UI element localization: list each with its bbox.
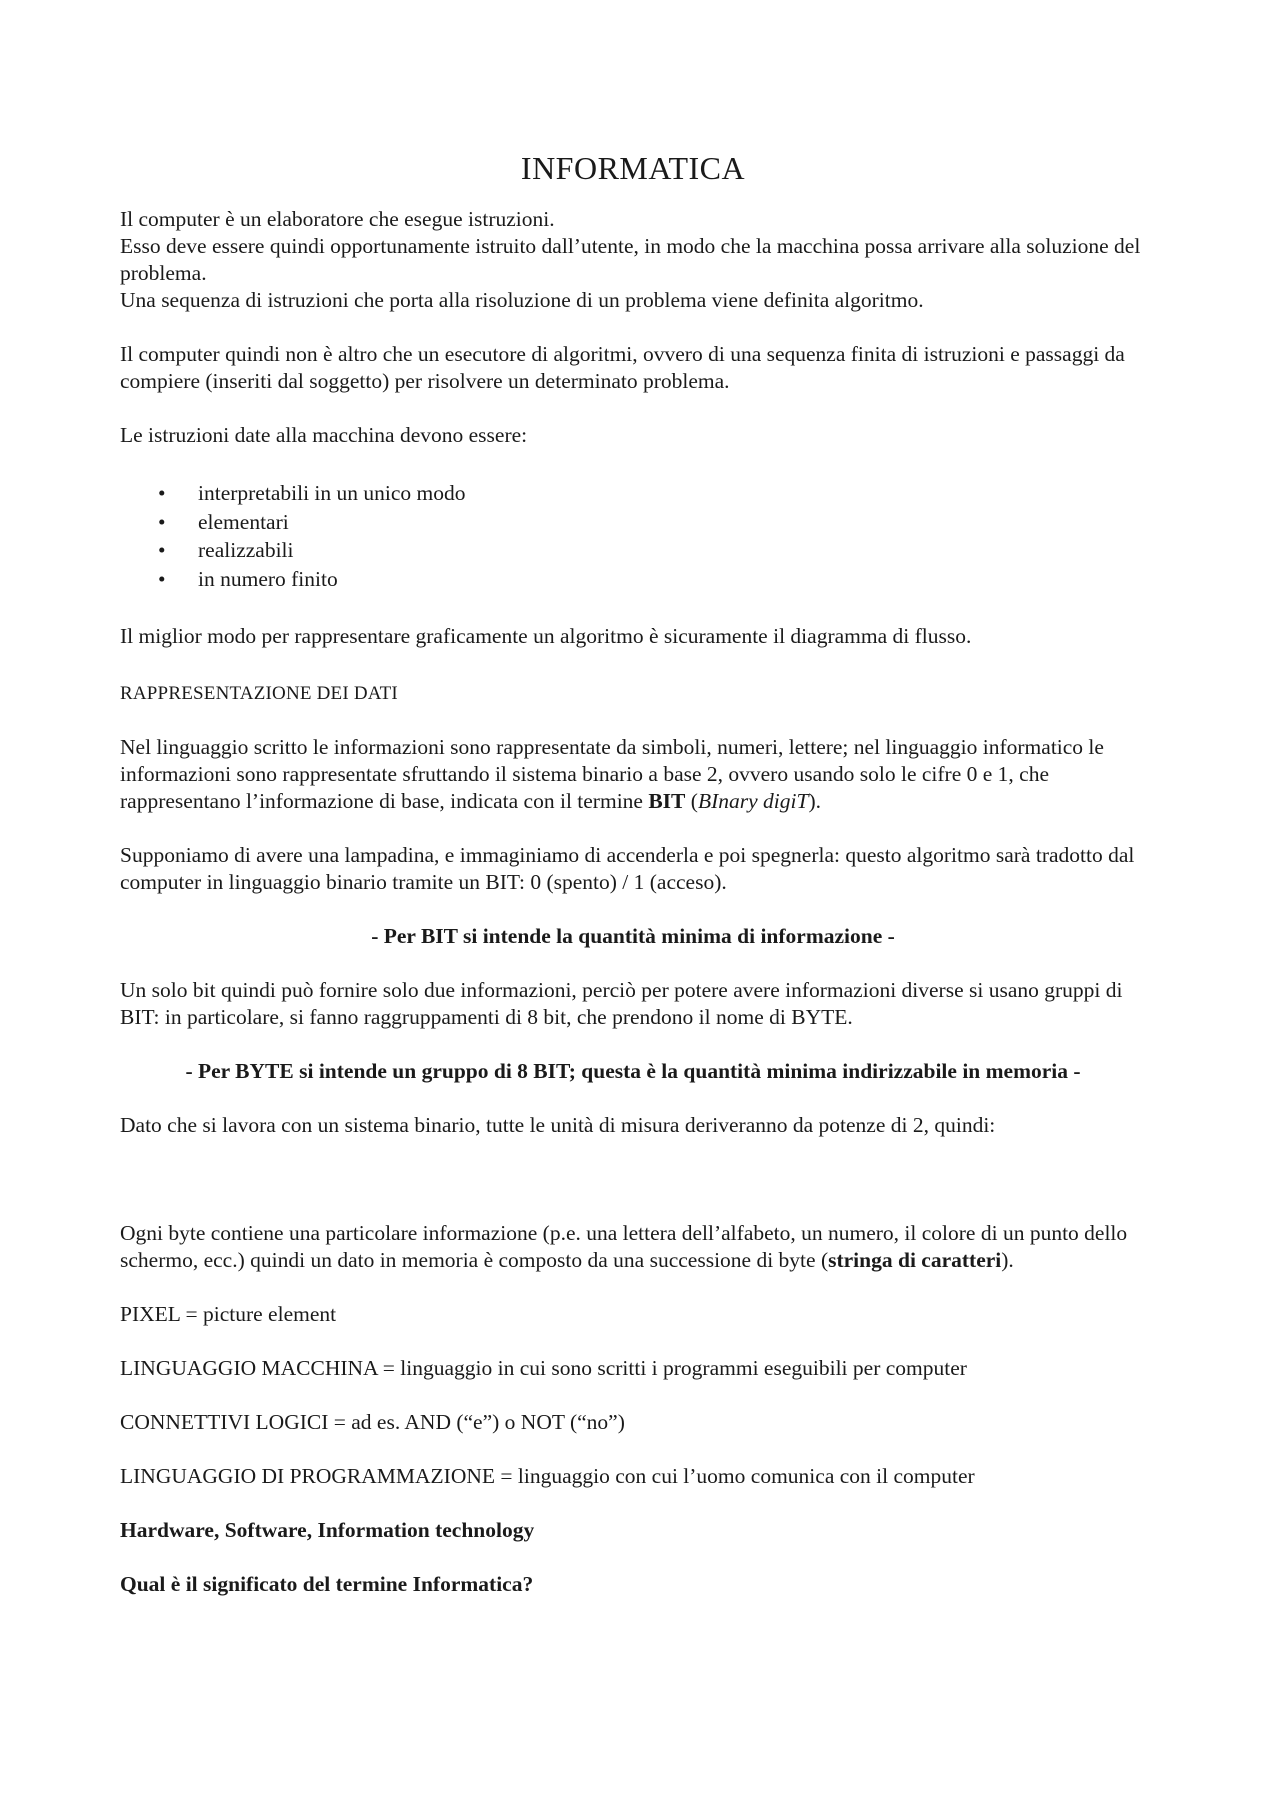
- section-heading: RAPPRESENTAZIONE DEI DATI: [120, 683, 398, 704]
- list-item: [120, 479, 1146, 508]
- bit-expansion: BInary digiT: [697, 789, 809, 813]
- list-item: [120, 508, 1146, 537]
- lamp-paragraph: Supponiamo di avere una lampadina, e immaginiamo di accenderla e poi spegnerla: questo algoritmo sarà tradotto dal computer in linguaggio binario tramite un BIT: 0 (spento) / 1 (acceso).: [120, 843, 1135, 894]
- bit-term: BIT: [648, 789, 686, 813]
- byte-paragraph: [120, 1220, 1146, 1274]
- intro-line-3: Una sequenza di istruzioni che porta alla risoluzione di un problema viene definita algoritmo.: [120, 288, 924, 312]
- list-item-text: in numero finito: [198, 566, 338, 591]
- requirements-list: [120, 479, 1146, 593]
- byte-paragraph-text: Ogni byte contiene una particolare informazione (p.e. una lettera dell’alfabeto, un numero, il colore di un punto dello schermo, ecc.) quindi un dato in memoria è composto da una successione di byte (: [120, 1221, 1128, 1272]
- bold-heading-question: Qual è il significato del termine Informatica?: [120, 1572, 534, 1596]
- document-title: INFORMATICA: [520, 150, 746, 186]
- requirements-intro: Le istruzioni date alla macchina devono essere:: [120, 423, 528, 447]
- binary-paragraph: [120, 734, 1146, 815]
- list-item: [120, 565, 1146, 594]
- binary-paragraph-text: Nel linguaggio scritto le informazioni sono rappresentate da simboli, numeri, lettere; nel linguaggio informatico le informazioni sono rappresentate sfruttando il sistema binario a base 2, ovvero usando solo le cifre 0 e 1, che rappresentano l’informazione di base, indicata con il termine: [120, 735, 1104, 813]
- list-item-text: elementari: [198, 509, 289, 534]
- string-term: stringa di caratteri: [828, 1248, 1002, 1272]
- list-item: [120, 536, 1146, 565]
- intro-line-2: Esso deve essere quindi opportunamente istruito dall’utente, in modo che la macchina possa arrivare alla soluzione del problema.: [120, 234, 1141, 285]
- intro-line-1: Il computer è un elaboratore che esegue istruzioni.: [120, 207, 555, 231]
- bullet-icon: •: [158, 566, 166, 591]
- term-programming-language: LINGUAGGIO DI PROGRAMMAZIONE = linguaggio con cui l’uomo comunica con il computer: [120, 1464, 975, 1488]
- term-machine-language: LINGUAGGIO MACCHINA = linguaggio in cui sono scritti i programmi eseguibili per computer: [120, 1356, 967, 1380]
- term-logical-connectives: CONNETTIVI LOGICI = ad es. AND (“e”) o NOT (“no”): [120, 1410, 625, 1434]
- byte-definition: - Per BYTE si intende un gruppo di 8 BIT; questa è la quantità minima indirizzabile in memoria -: [185, 1059, 1081, 1083]
- bit-definition: - Per BIT si intende la quantità minima di informazione -: [371, 924, 895, 948]
- flowchart-sentence: Il miglior modo per rappresentare graficamente un algoritmo è sicuramente il diagramma di flusso.: [120, 624, 972, 648]
- units-sentence: Dato che si lavora con un sistema binario, tutte le unità di misura deriveranno da potenze di 2, quindi:: [120, 1113, 996, 1137]
- list-item-text: realizzabili: [198, 538, 294, 562]
- byte-paragraph-close: ).: [1001, 1248, 1014, 1272]
- bold-heading-hardware: Hardware, Software, Information technology: [120, 1518, 535, 1542]
- intro-block: [120, 206, 1146, 314]
- list-item-text: interpretabili in un unico modo: [198, 481, 466, 505]
- executor-paragraph: Il computer quindi non è altro che un esecutore di algoritmi, ovvero di una sequenza finita di istruzioni e passaggi da compiere (inseriti dal soggetto) per risolvere un determinato problema.: [120, 342, 1125, 393]
- term-pixel: PIXEL = picture element: [120, 1302, 337, 1326]
- bit-groups-paragraph: Un solo bit quindi può fornire solo due informazioni, perciò per potere avere informazioni diverse si usano gruppi di BIT: in particolare, si fanno raggruppamenti di 8 bit, che prendono il nome di BYTE.: [120, 978, 1123, 1029]
- bullet-icon: •: [158, 481, 166, 505]
- bullet-icon: •: [158, 509, 166, 534]
- paren-close: ).: [808, 789, 821, 813]
- paren-open: (: [685, 789, 698, 813]
- bullet-icon: •: [158, 538, 166, 562]
